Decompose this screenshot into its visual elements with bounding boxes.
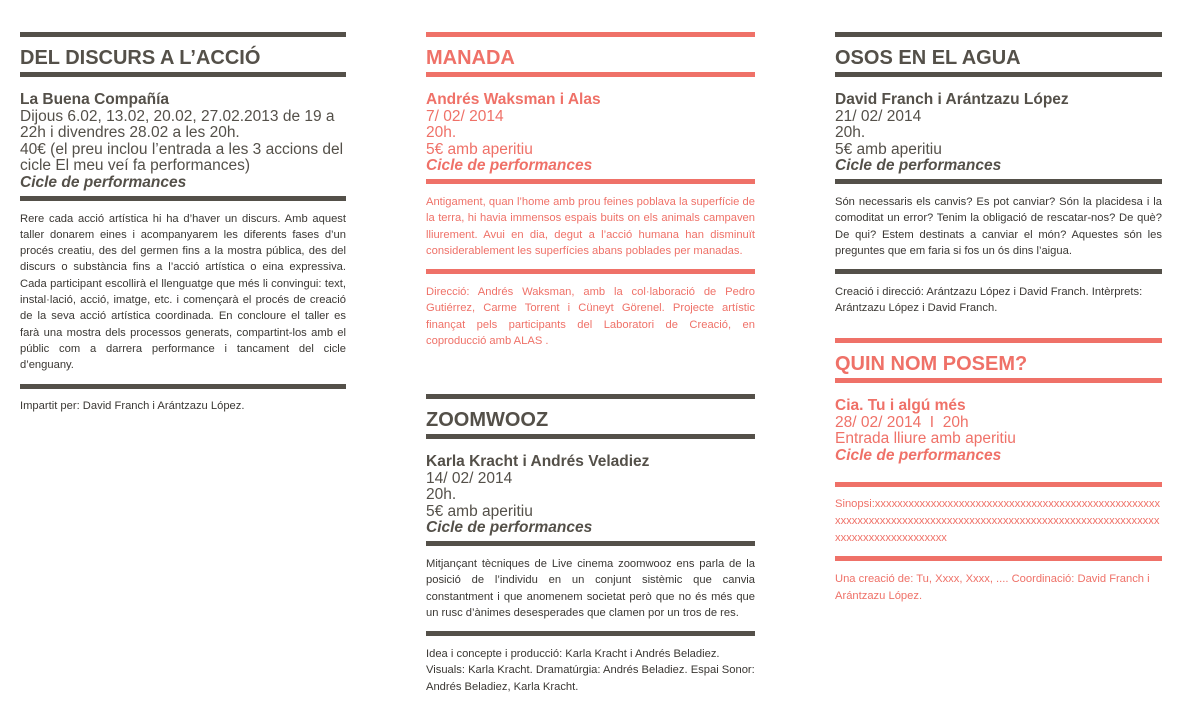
event-title: DEL DISCURS A L’ACCIÓ [20,47,261,69]
event-info [835,92,1162,175]
event-date: 21/ 02/ 2014 [835,107,922,125]
event-synopsis: Sinopsi:xxxxxxxxxxxxxxxxxxxxxxxxxxxxxxxxxxxxxxxxxxxxxxxxxxxxxxxxxxxxxxxxxxxxxxxxxxxxxxxxxxxxxxxxxxxxxxxxxxxxxxxxxxxxxxxxxxxxxxxxxxxxxxxxx [835,498,1161,544]
event-info [426,454,755,537]
event-credits: Impartit per: David Franch i Arántzazu López. [20,399,245,412]
event-credits: Direcció: Andrés Waksman, amb la col·laboració de Pedro Gutiérrez, Carme Torrent i Cüneyt Görenel. Projecte artístic finançat pels participants del Laboratori de Creació, en coproducció amb ALAS . [426,286,755,348]
event-price: Entrada lliure amb aperitiu [835,430,1016,448]
event-title: OSOS EN EL AGUA [835,47,1021,69]
divider [20,196,346,201]
event-description: Són necessaris els canvis? Es pot canviar? Són la placidesa i la comoditat un error? Tenim la obligació de rescatar-nos? De què? De qui? Estem destinats a canviar el món? Aquestes són les preguntes que em faria si fos un ós dins l’aigua. [835,195,1162,257]
divider [426,541,755,546]
event-company: Andrés Waksman i Alas [426,91,601,108]
event-cycle: Cicle de performances [20,173,187,191]
event-osos-en-el-agua [835,32,1162,327]
event-cycle: Cicle de performances [426,157,593,175]
event-cycle: Cicle de performances [835,157,1002,175]
divider [426,269,755,274]
event-description: Antigament, quan l’home amb prou feines poblava la superfície de la terra, hi havia immensos espais buits on els animals campaven lliurement. Avui en dia, degut a l’acció humana han disminuït considerablement les superfícies abans poblades per manadas. [426,195,755,257]
event-price: 5€ amb aperitiu [835,140,942,158]
event-date-time: 28/ 02/ 2014 I 20h [835,413,969,431]
divider [426,631,755,636]
event-company: La Buena Compañía [20,91,169,108]
divider [835,72,1162,77]
event-date: Dijous 6.02, 13.02, 20.02, 27.02.2013 de 19 a 22h i divendres 28.02 a les 20h. [20,107,335,142]
event-date: 7/ 02/ 2014 [426,107,504,125]
divider [20,384,346,389]
event-title: QUIN NOM POSEM? [835,353,1028,375]
event-info [835,398,1162,464]
event-time: 20h. [426,486,457,504]
event-company: Cia. Tu i algú més [835,397,966,414]
divider [20,72,346,77]
divider [426,179,755,184]
event-cycle: Cicle de performances [835,446,1002,464]
divider [835,179,1162,184]
event-description: Rere cada acció artística hi ha d’haver un discurs. Amb aquest taller donarem eines i acompanyarem les diferents fases d’un procés creatiu, des del germen fins a la mostra pública, des del discurs o substància fins a l’acció artística o eina expressiva. Cada participant escollirà el llenguatge que més li convingui: text, instal·lació, acció, imatge, etc. i començarà el procés de creació de la seva acció artística coordinada. En concloure el taller es farà una mostra dels processos generats, compartint-los amb el públic com a darrera performance i tancament del cicle d’enguany. [20,212,346,372]
divider [426,434,755,439]
divider [835,556,1162,561]
event-company: Karla Kracht i Andrés Veladiez [426,453,650,470]
divider [835,269,1162,274]
event-credits: Idea i concepte i producció: Karla Kracht i Andrés Beladiez. Visuals: Karla Kracht. Dramatúrgia: Andrés Beladiez. Espai Sonor: Andrés Beladiez, Karla Kracht. [426,648,755,693]
event-zoomwooz [426,394,755,705]
divider [835,378,1162,383]
event-price: 40€ (el preu inclou l’entrada a les 3 accions del cicle El meu veí fa performances) [20,140,344,175]
event-description: Mitjançant tècniques de Live cinema zoomwooz ens parla de la posició de l’individu en un conjunt sistèmic que canvia constantment i que anomenem societat però que no és més que un rusc d’ànimes desesperades que clamen por un tros de res. [426,557,755,619]
divider [835,32,1162,37]
event-title: ZOOMWOOZ [426,409,549,431]
divider [426,72,755,77]
event-credits: Creació i direcció: Arántzazu López i David Franch. Intèrprets: Arántzazu López i David Franch. [835,286,1143,315]
event-manada [426,32,755,359]
divider [426,32,755,37]
event-time: 20h. [835,124,866,142]
divider [835,338,1162,343]
event-del-discurs [20,32,346,424]
event-price: 5€ amb aperitiu [426,140,533,158]
event-date: 14/ 02/ 2014 [426,469,513,487]
event-time: 20h. [426,124,457,142]
divider [835,482,1162,487]
event-info [426,92,755,175]
event-cycle: Cicle de performances [426,519,593,537]
event-company: David Franch i Arántzazu López [835,91,1069,108]
event-title: MANADA [426,47,515,69]
event-credits: Una creació de: Tu, Xxxx, Xxxx, .... Coordinació: David Franch i Arántzazu López. [835,573,1150,602]
event-info [20,92,346,192]
event-price: 5€ amb aperitiu [426,502,533,520]
divider [426,394,755,399]
event-quin-nom-posem [835,338,1162,614]
divider [20,32,346,37]
